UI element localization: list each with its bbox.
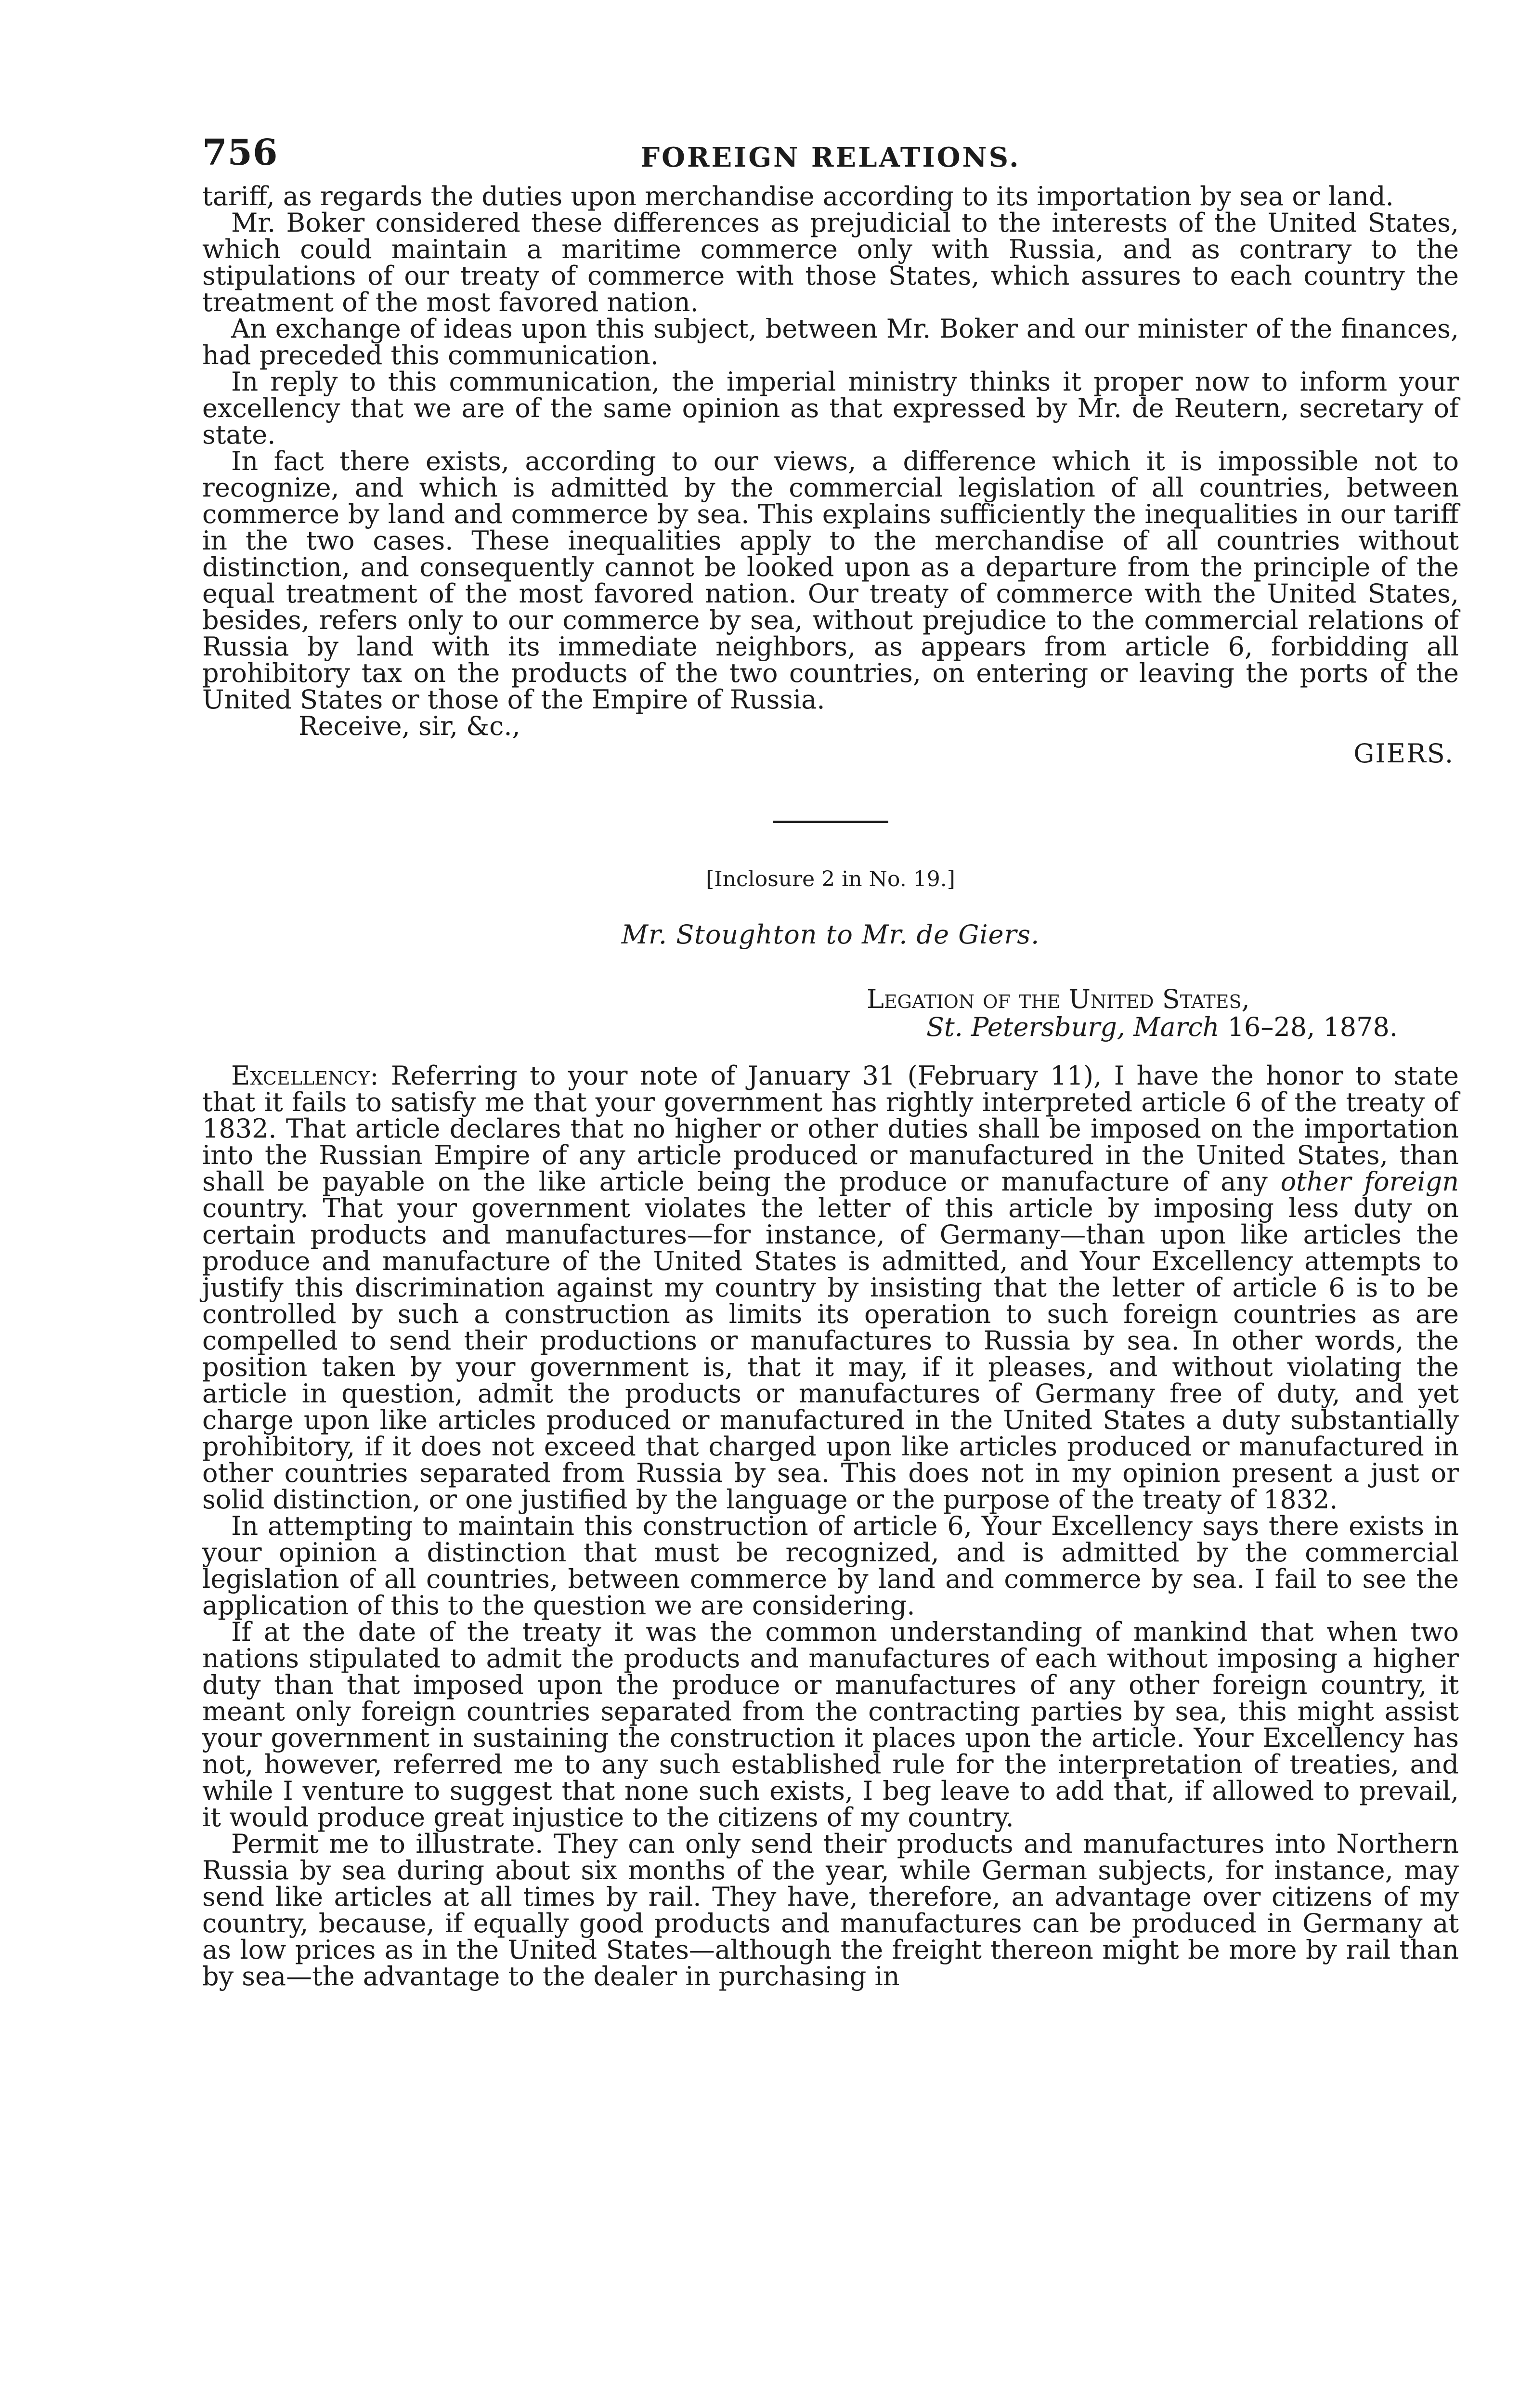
paragraph: tariff, as regards the duties upon merchandise according to its importation by sea or land. <box>202 181 1394 211</box>
closing-line: Receive, sir, &c., <box>299 711 520 741</box>
page-number: 756 <box>202 132 278 173</box>
letter-stoughton-body <box>202 1062 1459 1989</box>
paragraph: An exchange of ideas upon this subject, between Mr. Boker and our minister of the finances, had preceded this communication. <box>202 314 1459 370</box>
paragraph: In attempting to maintain this construction of article 6, Your Excellency says there exists in your opinion a distinction that must be recognized, and is admitted by the commercial legislation of all countries, between commerce by land and commerce by sea. I fail to see the application of this to the question we are considering. <box>202 1511 1459 1621</box>
legation-line: Legation of the United States, <box>867 984 1250 1014</box>
paragraph: If at the date of the treaty it was the common understanding of mankind that when two nations stipulated to admit the products and manufactures of each without imposing a higher duty than that imposed upon the produce or manufactures of any other foreign country, it meant only foreign countries separated from the contracting parties by sea, this might assist your government in sustaining the construction it places upon the article. Your Excellency has not, however, referred me to any such established rule for the interpretation of treaties, and while I venture to suggest that none such exists, I beg leave to add that, if allowed to prevail, it would produce great injustice to the citizens of my country. <box>202 1617 1459 1832</box>
paragraph: In fact there exists, according to our views, a difference which it is impossible not to recognize, and which is admitted by the commercial legislation of all countries, between commerce by land and commerce by sea. This explains sufficiently the inequalities in our tariff in the two cases. These inequalities apply to the merchandise of all countries without distinction, and consequently cannot be looked upon as a departure from the principle of the equal treatment of the most favored nation. Our treaty of commerce with the United States, besides, refers only to our commerce by sea, without prejudice to the commercial relations of Russia by land with its immediate neighbors, as appears from article 6, forbidding all prohibitory tax on the products of the two countries, on entering or leaving the ports of the United States or those of the Empire of Russia. <box>202 446 1459 715</box>
dateline <box>867 985 1459 1041</box>
date-rest: 16–28, 1878. <box>1227 1012 1398 1042</box>
section-divider <box>773 821 888 823</box>
document-page <box>202 130 1459 1989</box>
signature: GIERS. <box>1353 738 1454 769</box>
paragraph-text: Referring to your note of January 31 (February 11), I have the honor to state that it fails to satisfy me that your government has rightly interpreted article 6 of the treaty of 1832. That article declares that no higher or other duties shall be imposed on the importation into the Russian Empire of any article produced or manufactured in the United States, than shall be payable on the like article being the produce or manufacture of any <box>202 1060 1459 1197</box>
inclosure-label: [Inclosure 2 in No. 19.] <box>706 867 955 891</box>
date-month: March <box>1133 1012 1220 1042</box>
paragraph <box>202 1062 1459 1513</box>
paragraph-text: country. That your government violates the letter of this article by imposing less duty on certain products and manufactures—for instance, of Germany—than upon like articles the produce and manufacture of the United States is admitted, and Your Excellency attempts to justify this discrimination against my country by insisting that the letter of article 6 is to be controlled by such a construction as limits its operation to such foreign countries as are compelled to send their productions or manufactures to Russia by sea. In other words, the position taken by your government is, that it may, if it pleases, and without violating the article in question, admit the products or manufactures of Germany free of duty, and yet charge upon like articles produced or manufactured in the United States a duty substantially prohibitory, if it does not exceed that charged upon like articles produced or manufactured in other countries separated from Russia by sea. This does not in my opinion present a just or solid distinction, or one justified by the language or the purpose of the treaty of 1832. <box>202 1193 1459 1515</box>
letter-heading: Mr. Stoughton to Mr. de Giers. <box>621 919 1040 950</box>
emphasis: other foreign <box>1280 1166 1459 1197</box>
place: St. Petersburg, <box>926 1012 1125 1042</box>
running-header <box>202 130 1459 183</box>
place-date-line <box>926 1013 1459 1041</box>
paragraph: In reply to this communication, the imperial ministry thinks it proper now to inform your excellency that we are of the same opinion as that expressed by Mr. de Reutern, secretary of state. <box>202 366 1459 450</box>
paragraph: Permit me to illustrate. They can only send their products and manufactures into Northern Russia by sea during about six months of the year, while German subjects, for instance, may send like articles at all times by rail. They have, therefore, an advantage over citizens of my country, because, if equally good products and manufactures can be produced in Germany at as low prices as in the United States—although the freight thereon might be more by rail than by sea—the advantage to the dealer in purchasing in <box>202 1829 1459 1991</box>
paragraph: Mr. Boker considered these differences as prejudicial to the interests of the United States, which could maintain a maritime commerce only with Russia, and as contrary to the stipulations of our treaty of commerce with those States, which assures to each country the treatment of the most favored nation. <box>202 208 1459 317</box>
salutation: Excellency: <box>231 1060 379 1091</box>
letter-giers-body <box>202 183 1459 767</box>
running-title: FOREIGN RELATIONS. <box>640 142 1021 173</box>
